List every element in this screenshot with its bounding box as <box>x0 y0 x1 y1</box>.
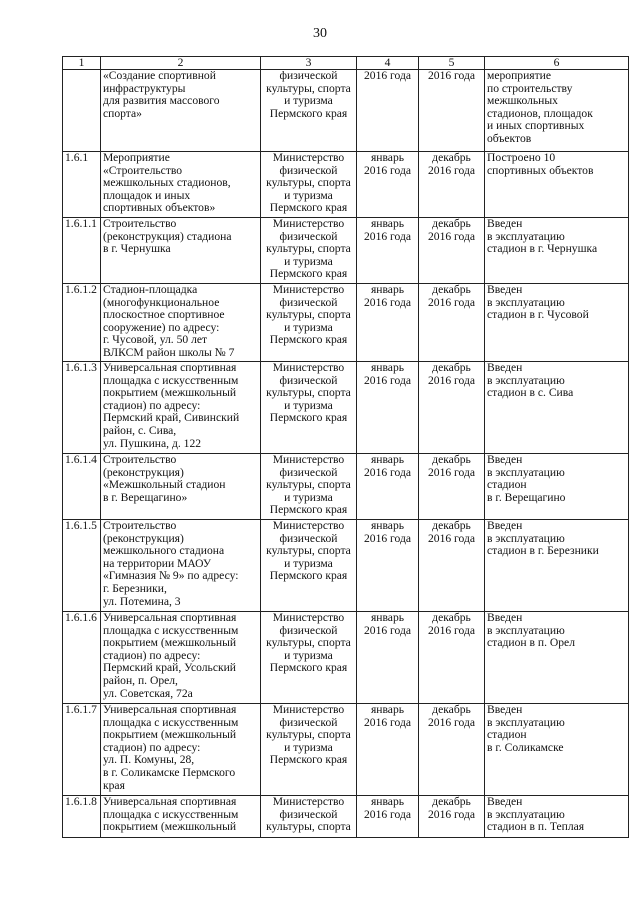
item-result-line: Введен <box>487 703 523 716</box>
item-end-date-line: 2016 года <box>427 163 476 177</box>
item-result-line: стадион в п. Теплая <box>487 820 585 834</box>
item-description <box>101 704 261 796</box>
table-row <box>63 796 629 838</box>
table-row <box>63 284 629 362</box>
column-number: 4 <box>357 57 419 70</box>
item-executor <box>261 612 357 704</box>
item-start-date-line: 2016 года <box>363 163 412 177</box>
item-number: 1.6.1 <box>63 152 101 218</box>
item-description <box>101 796 261 838</box>
item-description-line: г. Березники, <box>103 581 167 595</box>
item-executor-line: Министерство <box>272 703 345 716</box>
item-description-line: ул. Потемина, 3 <box>103 594 181 608</box>
item-end-date-line: 2016 года <box>427 229 476 243</box>
item-executor-line: культуры, спорта <box>266 820 351 834</box>
item-executor-line: Пермского края <box>269 201 348 215</box>
item-end-date <box>419 520 485 612</box>
item-result-line: стадион в с. Сива <box>487 386 574 400</box>
item-description-line: «Создание спортивной <box>103 69 216 82</box>
item-end-date-line: декабрь <box>432 611 471 624</box>
item-result-line: стадионов, площадок <box>487 106 593 120</box>
item-result-line: в г. Верещагино <box>487 490 566 504</box>
item-description-line: Строительство <box>103 453 177 466</box>
item-executor-line: и туризма <box>284 556 333 570</box>
item-result-line: стадион в г. Березники <box>487 544 599 558</box>
column-number-row <box>63 57 629 70</box>
item-executor-line: Министерство <box>272 217 345 230</box>
item-start-date <box>357 362 419 454</box>
item-result <box>485 704 629 796</box>
item-executor <box>261 70 357 152</box>
item-executor-line: Министерство <box>272 611 345 624</box>
item-start-date <box>357 612 419 704</box>
item-start-date <box>357 70 419 152</box>
item-executor <box>261 520 357 612</box>
item-executor-line: физической <box>279 531 338 545</box>
item-executor-line: Пермского края <box>269 753 348 767</box>
item-executor-line: и туризма <box>284 254 333 268</box>
item-end-date-line: 2016 года <box>427 531 476 545</box>
item-result-line: спортивных объектов <box>487 163 594 177</box>
item-result-line: стадион <box>487 728 527 742</box>
item-description-line: Мероприятие <box>103 151 170 164</box>
item-result <box>485 454 629 520</box>
item-end-date <box>419 362 485 454</box>
item-end-date <box>419 454 485 520</box>
item-executor-line: физической <box>279 465 338 479</box>
item-executor-line: Пермского края <box>269 106 348 120</box>
item-executor <box>261 796 357 838</box>
item-number: 1.6.1.5 <box>63 520 101 612</box>
item-start-date-line: январь <box>370 151 405 164</box>
item-description-line: площадок и иных <box>103 188 191 202</box>
item-description-line: г. Чусовой, ул. 50 лет <box>103 333 208 347</box>
item-description-line: «Строительство <box>103 163 183 177</box>
item-end-date <box>419 284 485 362</box>
item-executor-line: Министерство <box>272 519 345 532</box>
item-executor-line: Пермского края <box>269 661 348 675</box>
item-executor <box>261 218 357 284</box>
item-start-date-line: январь <box>370 703 405 716</box>
item-result <box>485 152 629 218</box>
item-end-date-line: декабрь <box>432 283 471 296</box>
item-description-line: покрытием (межшкольный <box>103 386 237 400</box>
item-result-line: мероприятие <box>487 69 552 82</box>
item-result <box>485 362 629 454</box>
item-result-line: в эксплуатацию <box>487 373 565 387</box>
item-description-line: (реконструкция) стадиона <box>103 229 232 243</box>
item-number: 1.6.1.7 <box>63 704 101 796</box>
item-description-line: спортивных объектов» <box>103 201 216 215</box>
item-end-date-line: 2016 года <box>427 715 476 729</box>
item-executor-line: Пермского края <box>269 569 348 583</box>
item-result-line: Введен <box>487 283 523 296</box>
item-description-line: плоскостное спортивное <box>103 308 225 322</box>
item-executor-line: культуры, спорта <box>266 636 351 650</box>
item-result-line: Введен <box>487 361 523 374</box>
item-executor-line: Министерство <box>272 795 345 808</box>
item-executor-line: культуры, спорта <box>266 308 351 322</box>
item-end-date-line: декабрь <box>432 519 471 532</box>
item-start-date-line: январь <box>370 795 405 808</box>
item-result-line: в эксплуатацию <box>487 715 565 729</box>
table-row <box>63 218 629 284</box>
item-executor-line: и туризма <box>284 94 333 108</box>
item-executor-line: культуры, спорта <box>266 386 351 400</box>
item-result-line: Введен <box>487 795 523 808</box>
item-end-date <box>419 796 485 838</box>
item-start-date-line: январь <box>370 453 405 466</box>
item-start-date-line: 2016 года <box>363 531 412 545</box>
item-executor-line: и туризма <box>284 648 333 662</box>
item-end-date <box>419 152 485 218</box>
item-description-line: покрытием (межшкольный <box>103 820 237 834</box>
table-row <box>63 454 629 520</box>
item-result-line: стадион в п. Орел <box>487 636 575 650</box>
item-result <box>485 612 629 704</box>
item-description-line: «Межшкольный стадион <box>103 478 226 492</box>
item-result <box>485 218 629 284</box>
item-result <box>485 70 629 152</box>
item-end-date-line: 2016 года <box>427 69 476 82</box>
table-row <box>63 362 629 454</box>
item-description <box>101 520 261 612</box>
page-number: 30 <box>313 26 327 41</box>
table-row <box>63 152 629 218</box>
item-start-date-line: январь <box>370 611 405 624</box>
item-result-line: Введен <box>487 519 523 532</box>
item-executor <box>261 704 357 796</box>
item-end-date-line: 2016 года <box>427 465 476 479</box>
item-end-date-line: 2016 года <box>427 373 476 387</box>
table-body <box>63 70 629 838</box>
item-executor <box>261 454 357 520</box>
item-description-line: сооружение) по адресу: <box>103 320 220 334</box>
item-description-line: (многофункциональное <box>103 295 220 309</box>
item-description-line: для развития массового <box>103 94 220 108</box>
item-result-line: в эксплуатацию <box>487 465 565 479</box>
item-result-line: Введен <box>487 611 523 624</box>
item-start-date-line: 2016 года <box>363 623 412 637</box>
item-description-line: покрытием (межшкольный <box>103 728 237 742</box>
item-executor-line: культуры, спорта <box>266 544 351 558</box>
item-description-line: стадион) по адресу: <box>103 740 201 754</box>
item-end-date-line: декабрь <box>432 453 471 466</box>
column-number: 3 <box>261 57 357 70</box>
item-description-line: (реконструкция) <box>103 465 184 479</box>
item-result-line: в г. Соликамске <box>487 740 564 754</box>
item-executor-line: и туризма <box>284 490 333 504</box>
item-end-date <box>419 218 485 284</box>
item-executor-line: Министерство <box>272 283 345 296</box>
item-result-line: в эксплуатацию <box>487 807 565 821</box>
column-number: 2 <box>101 57 261 70</box>
column-number: 5 <box>419 57 485 70</box>
item-start-date <box>357 218 419 284</box>
item-description-line: (реконструкция) <box>103 531 184 545</box>
item-executor-line: Министерство <box>272 151 345 164</box>
column-number: 1 <box>63 57 101 70</box>
item-description-line: инфраструктуры <box>103 81 186 95</box>
item-end-date-line: декабрь <box>432 703 471 716</box>
table-row <box>63 704 629 796</box>
item-executor-line: физической <box>279 373 338 387</box>
item-result-line: и иных спортивных <box>487 119 585 133</box>
item-description-line: межшкольных стадионов, <box>103 176 231 190</box>
item-result <box>485 520 629 612</box>
item-number: 1.6.1.4 <box>63 454 101 520</box>
item-start-date-line: 2016 года <box>363 807 412 821</box>
item-description-line: края <box>103 778 125 792</box>
item-executor-line: Пермского края <box>269 333 348 347</box>
item-start-date-line: январь <box>370 217 405 230</box>
item-executor-line: культуры, спорта <box>266 478 351 492</box>
item-description-line: район, п. Орел, <box>103 673 178 687</box>
item-start-date-line: январь <box>370 519 405 532</box>
item-executor-line: и туризма <box>284 398 333 412</box>
item-result <box>485 284 629 362</box>
item-description-line: Строительство <box>103 217 177 230</box>
item-executor-line: физической <box>279 163 338 177</box>
item-start-date-line: 2016 года <box>363 715 412 729</box>
item-executor <box>261 284 357 362</box>
item-description-line: Пермский край, Сивинский <box>103 411 240 425</box>
item-description <box>101 362 261 454</box>
item-end-date <box>419 70 485 152</box>
item-end-date-line: декабрь <box>432 151 471 164</box>
item-description-line: площадка с искусственным <box>103 715 239 729</box>
item-executor-line: физической <box>279 69 338 82</box>
item-start-date-line: 2016 года <box>363 465 412 479</box>
item-description <box>101 218 261 284</box>
item-end-date-line: декабрь <box>432 217 471 230</box>
item-description <box>101 454 261 520</box>
item-description-line: межшкольного стадиона <box>103 544 225 558</box>
item-description <box>101 152 261 218</box>
item-description-line: площадка с искусственным <box>103 623 239 637</box>
item-result-line: в эксплуатацию <box>487 229 565 243</box>
item-description-line: Строительство <box>103 519 177 532</box>
item-executor-line: Министерство <box>272 453 345 466</box>
item-start-date-line: 2016 года <box>363 295 412 309</box>
item-executor-line: культуры, спорта <box>266 176 351 190</box>
item-description-line: Универсальная спортивная <box>103 361 237 374</box>
item-description-line: в г. Соликамске Пермского <box>103 765 236 779</box>
item-start-date <box>357 796 419 838</box>
item-executor <box>261 362 357 454</box>
item-result-line: Введен <box>487 217 523 230</box>
item-number: 1.6.1.1 <box>63 218 101 284</box>
table-row <box>63 520 629 612</box>
item-executor-line: физической <box>279 715 338 729</box>
item-description-line: стадион) по адресу: <box>103 648 201 662</box>
item-description <box>101 284 261 362</box>
item-number: 1.6.1.8 <box>63 796 101 838</box>
item-end-date-line: декабрь <box>432 795 471 808</box>
item-executor-line: и туризма <box>284 740 333 754</box>
item-executor-line: Министерство <box>272 361 345 374</box>
item-result-line: в эксплуатацию <box>487 295 565 309</box>
item-executor-line: и туризма <box>284 320 333 334</box>
item-end-date-line: 2016 года <box>427 295 476 309</box>
item-description-line: Пермский край, Усольский <box>103 661 237 675</box>
item-description-line: стадион) по адресу: <box>103 398 201 412</box>
item-executor-line: Пермского края <box>269 411 348 425</box>
item-description-line: «Гимназия № 9» по адресу: <box>103 569 239 583</box>
item-description-line: ул. Пушкина, д. 122 <box>103 436 202 450</box>
item-number <box>63 70 101 152</box>
table-row <box>63 612 629 704</box>
item-description-line: в г. Чернушка <box>103 242 171 256</box>
item-end-date <box>419 612 485 704</box>
item-executor-line: физической <box>279 229 338 243</box>
item-result-line: в эксплуатацию <box>487 531 565 545</box>
item-description <box>101 70 261 152</box>
item-result-line: в эксплуатацию <box>487 623 565 637</box>
item-result-line: объектов <box>487 131 532 145</box>
item-description-line: спорта» <box>103 106 142 120</box>
item-executor-line: физической <box>279 623 338 637</box>
item-result-line: Построено 10 <box>487 151 556 164</box>
item-start-date <box>357 704 419 796</box>
item-description-line: Стадион-площадка <box>103 283 198 296</box>
item-start-date <box>357 284 419 362</box>
item-description-line: на территории МАОУ <box>103 556 212 570</box>
item-end-date <box>419 704 485 796</box>
item-description-line: площадка с искусственным <box>103 373 239 387</box>
item-result-line: межшкольных <box>487 94 558 108</box>
column-number: 6 <box>485 57 629 70</box>
item-end-date-line: 2016 года <box>427 807 476 821</box>
item-start-date-line: 2016 года <box>363 373 412 387</box>
item-description-line: ул. П. Комуны, 28, <box>103 753 195 767</box>
item-description-line: ВЛКСМ район школы № 7 <box>103 345 235 359</box>
item-start-date-line: январь <box>370 361 405 374</box>
item-number: 1.6.1.2 <box>63 284 101 362</box>
item-result-line: стадион в г. Чусовой <box>487 308 589 322</box>
item-start-date-line: 2016 года <box>363 69 412 82</box>
item-executor-line: Пермского края <box>269 503 348 517</box>
item-executor-line: культуры, спорта <box>266 81 351 95</box>
program-table <box>62 56 629 838</box>
item-executor-line: физической <box>279 295 338 309</box>
item-description-line: Универсальная спортивная <box>103 611 237 624</box>
item-start-date <box>357 520 419 612</box>
item-executor <box>261 152 357 218</box>
item-start-date-line: 2016 года <box>363 229 412 243</box>
item-description-line: в г. Верещагино» <box>103 490 188 504</box>
item-start-date <box>357 454 419 520</box>
item-result <box>485 796 629 838</box>
item-result-line: стадион <box>487 478 527 492</box>
item-result-line: по строительству <box>487 81 573 95</box>
item-result-line: Введен <box>487 453 523 466</box>
item-executor-line: и туризма <box>284 188 333 202</box>
item-executor-line: культуры, спорта <box>266 728 351 742</box>
item-executor-line: культуры, спорта <box>266 242 351 256</box>
table-row <box>63 70 629 152</box>
item-number: 1.6.1.3 <box>63 362 101 454</box>
item-start-date-line: январь <box>370 283 405 296</box>
item-result-line: стадион в г. Чернушка <box>487 242 598 256</box>
item-description-line: район, с. Сива, <box>103 423 177 437</box>
item-end-date-line: декабрь <box>432 361 471 374</box>
item-executor-line: физической <box>279 807 338 821</box>
item-description-line: Универсальная спортивная <box>103 703 237 716</box>
item-description-line: площадка с искусственным <box>103 807 239 821</box>
item-number: 1.6.1.6 <box>63 612 101 704</box>
item-description-line: ул. Советская, 72а <box>103 686 193 700</box>
item-description-line: Универсальная спортивная <box>103 795 237 808</box>
item-executor-line: Пермского края <box>269 267 348 281</box>
item-end-date-line: 2016 года <box>427 623 476 637</box>
item-description <box>101 612 261 704</box>
item-start-date <box>357 152 419 218</box>
item-description-line: покрытием (межшкольный <box>103 636 237 650</box>
